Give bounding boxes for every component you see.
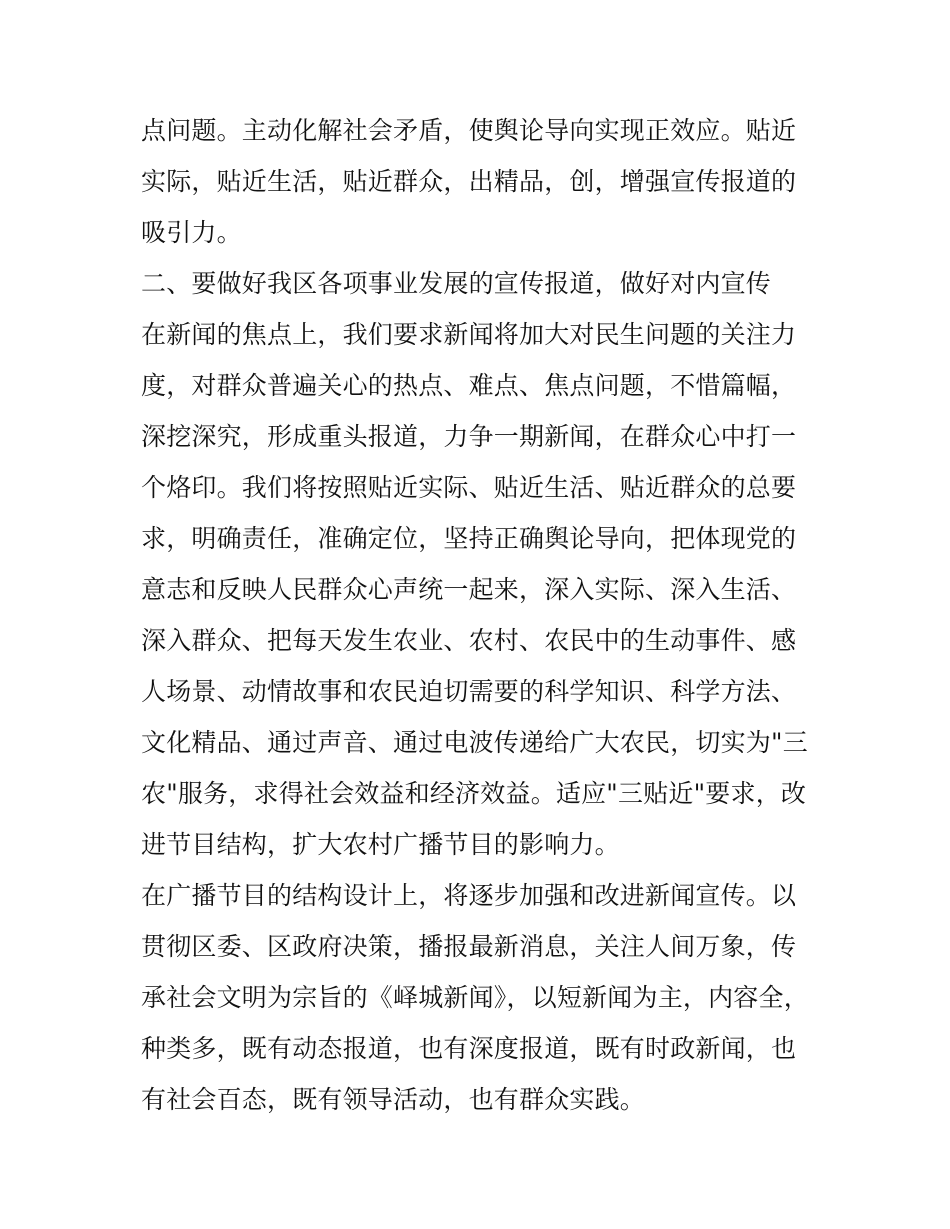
paragraph-broadcast-structure: 在广播节目的结构设计上，将逐步加强和改进新闻宣传。以贯彻区委、区政府决策，播报最新消息，关注人间万象，传承社会文明为宗旨的《峄城新闻》，以短新闻为主，内容全，种类多，既有动态报道，也有深度报道，既有时政新闻，也有社会百态，既有领导活动，也有群众实践。 xyxy=(141,881,809,1114)
section-heading: 二、要做好我区各项事业发展的宣传报道，做好对内宣传 xyxy=(141,269,772,298)
paragraph-news-focus: 在新闻的焦点上，我们要求新闻将加大对民生问题的关注力度，对群众普遍关心的热点、难点、焦点问题，不惜篇幅，深挖深究，形成重头报道，力争一期新闻，在群众心中打一个烙印。我们将按照贴近实际、贴近生活、贴近群众的总要求，明确责任，准确定位，坚持正确舆论导向，把体现党的意志和反映人民群众心声统一起来，深入实际、深入生活、深入群众、把每天发生农业、农村、农民中的生动事件、感人场景、动情故事和农民迫切需要的科学知识、科学方法、文化精品、通过声音、通过电波传递给广大农民，切实为"三农"服务，求得社会效益和经济效益。适应"三贴近"要求，改进节目结构，扩大农村广播节目的影响力。 xyxy=(141,320,808,859)
document-body xyxy=(141,105,821,1125)
paragraph-continued: 点问题。主动化解社会矛盾，使舆论导向实现正效应。贴近实际，贴近生活，贴近群众，出精品，创，增强宣传报道的吸引力。 xyxy=(141,116,797,247)
